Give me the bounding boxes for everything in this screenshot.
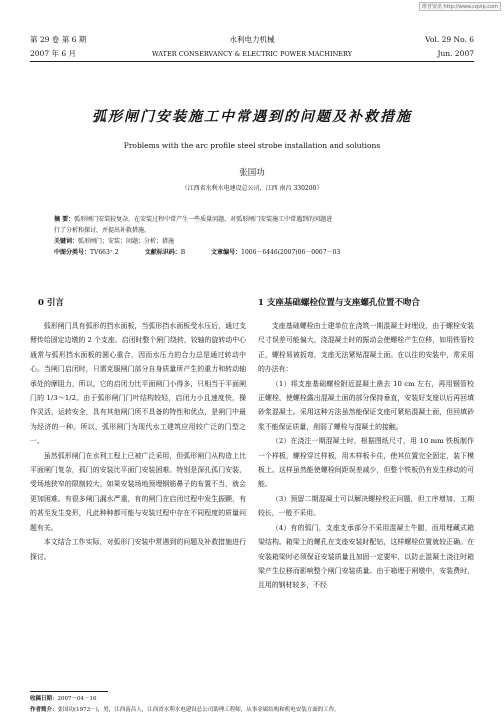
journal-volume: 第 29 卷 第 6 期 — [30, 35, 87, 44]
received-label: 收稿日期： — [30, 696, 58, 702]
journal-name: 水利电力机械 — [229, 35, 275, 44]
article-title-en: Problems with the arc profile steel strobe installation and solutions — [123, 141, 381, 150]
doc-code-label: 文献标识码： — [144, 249, 181, 256]
journal-date-en: Jun. 2007 — [437, 49, 474, 58]
paragraph: 弧形闸门具有弧形的挡水面板，当弧形挡水面板受水压后，通过支臂传给固定边墩的 2 个支座。启闭时整个闸门绕转，铰轴的旋转动中心通常与弧形挡水面板的圆心重合，因而水压力的合力总是通过转动中心。当闸门启闭时，只需克服闸门部分自身质量所产生的重力和转动轴承处的摩阻力，所以，它的启闭力比平面闸门小得多，只相当于平面闸门的 1/3～1/2。由于弧形闸门门叶结构较轻，启闭力小且速度快，操作灵活，运转安全，具有其他闸门所不具备的特性和优点，是闸门中最为经济的一种。所以，弧形闸门为现代水工建筑应用较广泛的门型之一。 — [30, 322, 246, 446]
footnote-author — [30, 706, 474, 715]
article-number — [211, 247, 340, 258]
abstract-cont — [54, 225, 450, 236]
footnote-rule — [30, 691, 108, 692]
received-date: 2007－04－16 — [57, 696, 97, 702]
paragraph: （3）预留二期混凝土可以解决螺栓校正问题，但工序增加，工期较长，一般不采用。 — [258, 494, 474, 518]
article-author: 张国功 — [239, 168, 265, 178]
section-heading-1: 1 支座基础螺栓位置与支座螺孔位置不吻合 — [258, 298, 420, 308]
clc-value: TV663⁺.2 — [90, 249, 119, 256]
journal-name-en: WATER CONSERVANCY & ELECTRIC POWER MACHINERY — [151, 50, 353, 58]
keywords-label: 关键词： — [54, 238, 79, 245]
article-no-label: 文章编号： — [211, 249, 242, 256]
left-column — [30, 319, 246, 564]
article-title: 弧形闸门安装施工中常遇到的问题及补救措施 — [92, 109, 412, 125]
keywords-text: 弧形闸门；安装；问题；分析；措施 — [78, 238, 175, 245]
section-heading-intro: 0 引言 — [38, 298, 64, 308]
article-no-value: 1006－6446(2007)06－0067－03 — [241, 249, 341, 256]
clc-label: 中图分类号： — [54, 249, 91, 256]
author-bio: 张国功(1973－)，男，江西南昌人，江西省水利水电建设总公司助理工程师，从事金属结构和机电安装方面的工作。 — [57, 707, 340, 713]
doc-code-value: B — [180, 249, 186, 256]
keywords — [54, 236, 450, 247]
footnote-received — [30, 695, 474, 704]
classification-row — [54, 247, 450, 258]
author-affiliation: （江西省水利水电建设总公司，江西 南昌 330200） — [181, 185, 323, 192]
abstract — [54, 214, 450, 225]
watermark: 维普资讯 http://www.cqvip.com — [419, 2, 501, 11]
document-code — [145, 247, 185, 258]
journal-issue-en: Vol. 29 No. 6 — [425, 35, 474, 44]
clc-number — [54, 247, 119, 258]
author-bio-label: 作者简介： — [30, 707, 58, 713]
abstract-text-2: 行了分析和探讨，并提出补救措施。 — [54, 227, 151, 234]
paragraph: 虽然弧形闸门在水利工程上已被广泛采用，但弧形闸门从构造上比平面闸门复杂，孤门的安装比平面门安装困难。特别是深孔孤门安装，受场地狭窄的限制较大，如果安装场地预埋钢筋鼻子的布置不当，就会更加困难。有很多闸门漏水严重，有的闸门在启闭过程中发生振颤，有的甚至发生变形，凡此种种都可能与安装过程中存在不同程度的质量问题有关。 — [30, 451, 246, 532]
paragraph: 本文结合工作实际，对弧形门安装中常遇到的问题及补救措施进行探讨。 — [30, 538, 246, 561]
journal-date: 2007 年 6 月 — [30, 49, 77, 58]
abstract-block — [54, 214, 450, 258]
paragraph: （4）有的弧门，支座支承部分不采用混凝土牛腿，而用埋藏式箱梁结构。箱梁上的螺孔在支座安装时配钻，这样螺栓位置就较正确。在安装箱梁时必须保证安装质量且加固一定要牢，以防止混凝土浇注时箱梁产生位移而影响整个闸门安装质量。由于箱埋于闸墩中，安装费时，且用的钢材较多，不经 — [258, 523, 474, 590]
abstract-label: 摘 要： — [54, 216, 75, 223]
abstract-text-1: 弧形闸门安装较复杂，在安装过程中常产生一些质量问题。对弧形闸门安装施工中常遇到的问题进 — [74, 216, 333, 223]
header-rule — [30, 61, 474, 62]
paragraph: （1）将支座基础螺栓附近混凝土凿去 10 cm 左右，再用钢管校正螺栓，使螺栓露出混凝土面的部分保持垂直，安装好支座以后再回填砂浆混凝土。采用这种方法虽然能保证支座可紧贴混凝土面，但回填砂浆不能保证质量，削弱了螺栓与混凝土的接触。 — [258, 379, 474, 431]
right-column — [258, 319, 474, 593]
paragraph: （2）在浇注一期混凝土时，根据图纸尺寸，用 10 mm 铁板制作一个样板，螺栓穿过样板，用木样板卡住，使其位置完全固定，装下模板上。这样虽然能使螺栓间距误差减少，但整个铁板仍有发生移动的可能。 — [258, 437, 474, 489]
paragraph: 支座基础螺栓由土建单位在浇筑一期混凝土时埋设，由于螺栓安装尺寸误差可能偏大，浇混凝土时的振动会使螺栓产生位移，如用铁管校正，螺栓易被扳弯，支座无法紧贴混凝土面。在以往的安装中，常采用的办法有： — [258, 322, 474, 374]
